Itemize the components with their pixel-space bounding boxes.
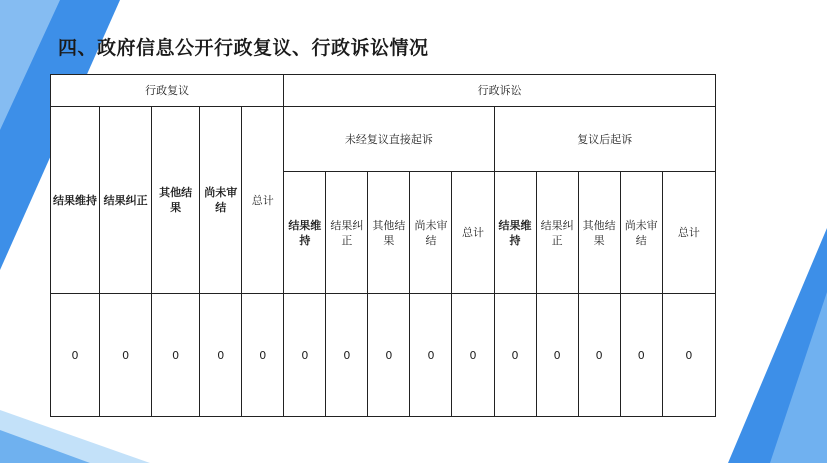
review-col-maintained: 结果维持 [51, 107, 100, 294]
header-row-1 [51, 75, 716, 107]
header-row-2 [51, 107, 716, 172]
after-review-header: 复议后起诉 [494, 107, 715, 172]
admin-review-header: 行政复议 [51, 75, 284, 107]
no-review-col-total: 总计 [452, 172, 494, 294]
no-review-col-pending: 尚未审结 [410, 172, 452, 294]
no-review-header: 未经复议直接起诉 [284, 107, 494, 172]
value-cell: 0 [410, 294, 452, 417]
after-review-col-maintained: 结果维持 [494, 172, 536, 294]
value-cell: 0 [100, 294, 152, 417]
value-cell: 0 [620, 294, 662, 417]
value-cell: 0 [152, 294, 200, 417]
value-cell: 0 [452, 294, 494, 417]
review-litigation-table [50, 74, 716, 417]
value-cell: 0 [662, 294, 715, 417]
review-col-corrected: 结果纠正 [100, 107, 152, 294]
no-review-col-maintained: 结果维持 [284, 172, 326, 294]
after-review-col-pending: 尚未审结 [620, 172, 662, 294]
value-cell: 0 [326, 294, 368, 417]
value-cell: 0 [494, 294, 536, 417]
review-col-total: 总计 [242, 107, 284, 294]
value-cell: 0 [242, 294, 284, 417]
value-row [51, 294, 716, 417]
review-col-pending: 尚未审结 [200, 107, 242, 294]
value-cell: 0 [200, 294, 242, 417]
value-cell: 0 [536, 294, 578, 417]
no-review-col-other: 其他结果 [368, 172, 410, 294]
review-col-other: 其他结果 [152, 107, 200, 294]
value-cell: 0 [368, 294, 410, 417]
admin-litigation-header: 行政诉讼 [284, 75, 716, 107]
no-review-col-corrected: 结果纠正 [326, 172, 368, 294]
value-cell: 0 [284, 294, 326, 417]
page-title: 四、政府信息公开行政复议、行政诉讼情况 [58, 37, 429, 59]
after-review-col-corrected: 结果纠正 [536, 172, 578, 294]
after-review-col-total: 总计 [662, 172, 715, 294]
value-cell: 0 [578, 294, 620, 417]
after-review-col-other: 其他结果 [578, 172, 620, 294]
value-cell: 0 [51, 294, 100, 417]
